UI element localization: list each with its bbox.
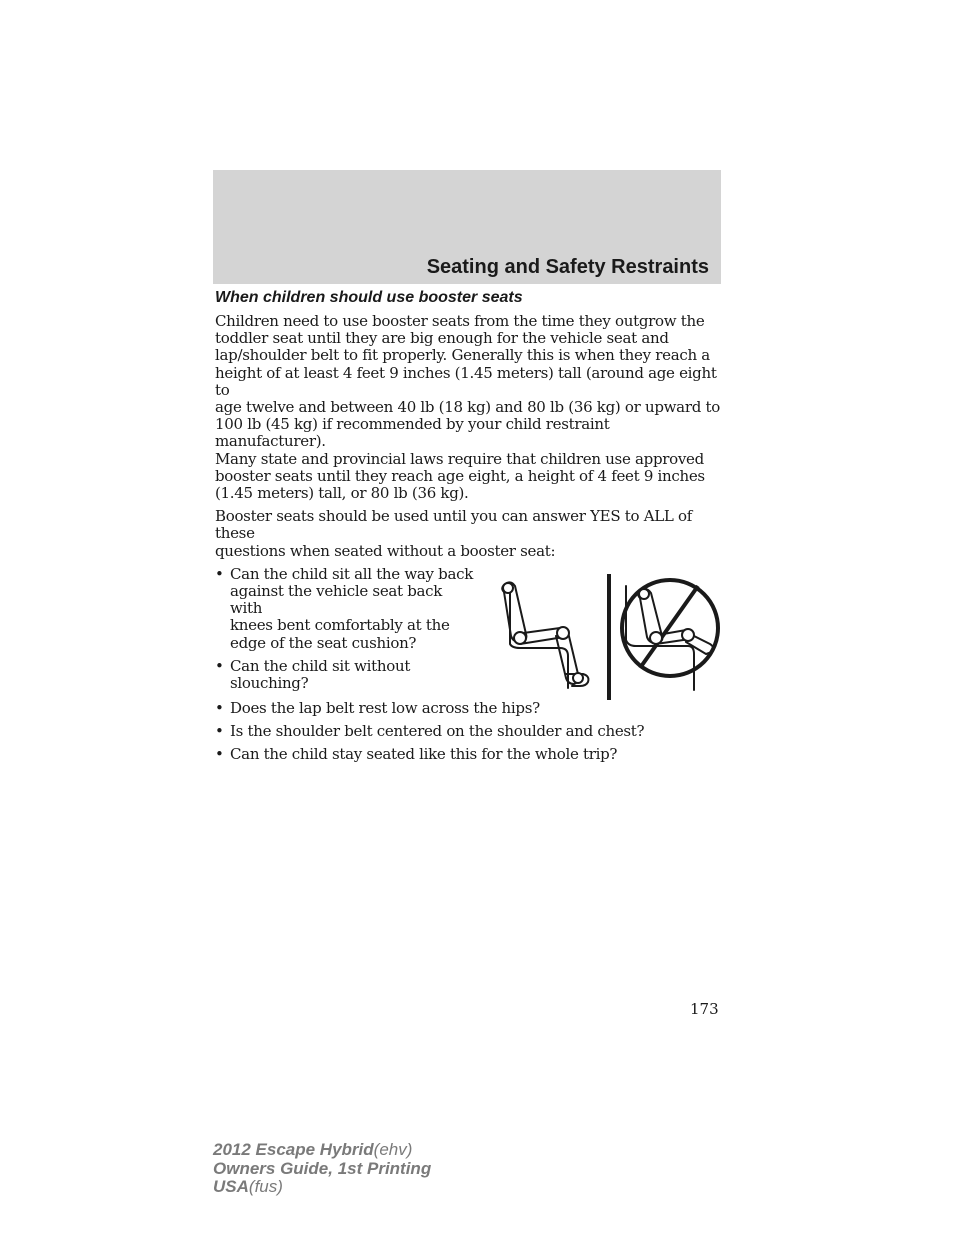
paragraph-booster-questions (215, 508, 720, 560)
bullet-icon: • (215, 745, 224, 764)
figure-block (215, 566, 720, 700)
paragraph-booster-intro (215, 313, 720, 502)
footer-market-code: (fus) (248, 1177, 283, 1196)
figure-divider (607, 574, 611, 700)
text-line: questions when seated without a booster seat: (215, 541, 556, 560)
text-line: Can the child sit without (230, 656, 411, 675)
text-line: Many state and provincial laws require that children use approved (215, 449, 704, 468)
text-line: Does the lap belt rest low across the hips? (230, 698, 540, 717)
text-line: height of at least 4 feet 9 inches (1.45 meters) tall (around age eight to (215, 363, 717, 399)
text-line: Booster seats should be used until you can answer YES to ALL of these (215, 507, 693, 543)
section-header-band (213, 170, 721, 284)
bullet-icon: • (215, 722, 224, 741)
footer-model: 2012 Escape Hybrid (213, 1140, 374, 1159)
correct-knee-joint (557, 627, 569, 639)
bullet-item-shoulder-belt (215, 723, 720, 740)
footer-line-guide (213, 1160, 431, 1179)
incorrect-shoulder-joint (639, 589, 649, 599)
bullet-item-whole-trip (215, 746, 720, 763)
text-line: Is the shoulder belt centered on the shoulder and chest? (230, 722, 645, 741)
bullet-icon: • (215, 564, 224, 583)
prohibition-slash-icon (640, 586, 698, 668)
text-line: 100 lb (45 kg) if recommended by your child restraint manufacturer). (215, 415, 610, 451)
text-line: booster seats until they reach age eight, a height of 4 feet 9 inches (215, 466, 705, 485)
bullet-item-slouching (215, 658, 478, 692)
text-line: Can the child sit all the way back (230, 564, 473, 583)
text-line: toddler seat until they are big enough for the vehicle seat and (215, 329, 669, 348)
incorrect-knee-joint (682, 629, 694, 641)
incorrect-hip-joint (650, 632, 662, 644)
bullet-item-sit-back (215, 566, 478, 652)
footer-line-model (213, 1141, 431, 1160)
bullet-item-lap-belt (215, 700, 720, 717)
subheading: When children should use booster seats (215, 289, 523, 306)
text-line: age twelve and between 40 lb (18 kg) and 80 lb (36 kg) or upward to (215, 398, 720, 417)
text-line: Children need to use booster seats from the time they outgrow the (215, 312, 705, 330)
page-content (215, 288, 720, 769)
seating-posture-illustration (480, 566, 720, 700)
footer-market: USA (213, 1177, 249, 1196)
correct-shoulder-joint (503, 583, 513, 593)
text-line: knees bent comfortably at the (230, 616, 450, 635)
correct-hip-joint (514, 632, 526, 644)
section-title: Seating and Safety Restraints (426, 256, 709, 278)
text-line: against the vehicle seat back with (230, 582, 443, 618)
document-footer (213, 1141, 431, 1197)
text-line: (1.45 meters) tall, or 80 lb (36 kg). (215, 484, 469, 503)
page-number: 173 (690, 1000, 719, 1018)
correct-ankle-joint (573, 673, 583, 683)
text-line: lap/shoulder belt to fit properly. Generally this is when they reach a (215, 346, 710, 365)
footer-model-code: (ehv) (373, 1140, 413, 1159)
bullet-icon: • (215, 698, 224, 717)
text-line: slouching? (230, 674, 309, 693)
text-line: Can the child stay seated like this for the whole trip? (230, 745, 618, 764)
text-line: edge of the seat cushion? (230, 633, 417, 652)
bullet-icon: • (215, 656, 224, 675)
footer-line-market (213, 1178, 431, 1197)
footer-guide-edition: Owners Guide, 1st Printing (213, 1158, 432, 1178)
